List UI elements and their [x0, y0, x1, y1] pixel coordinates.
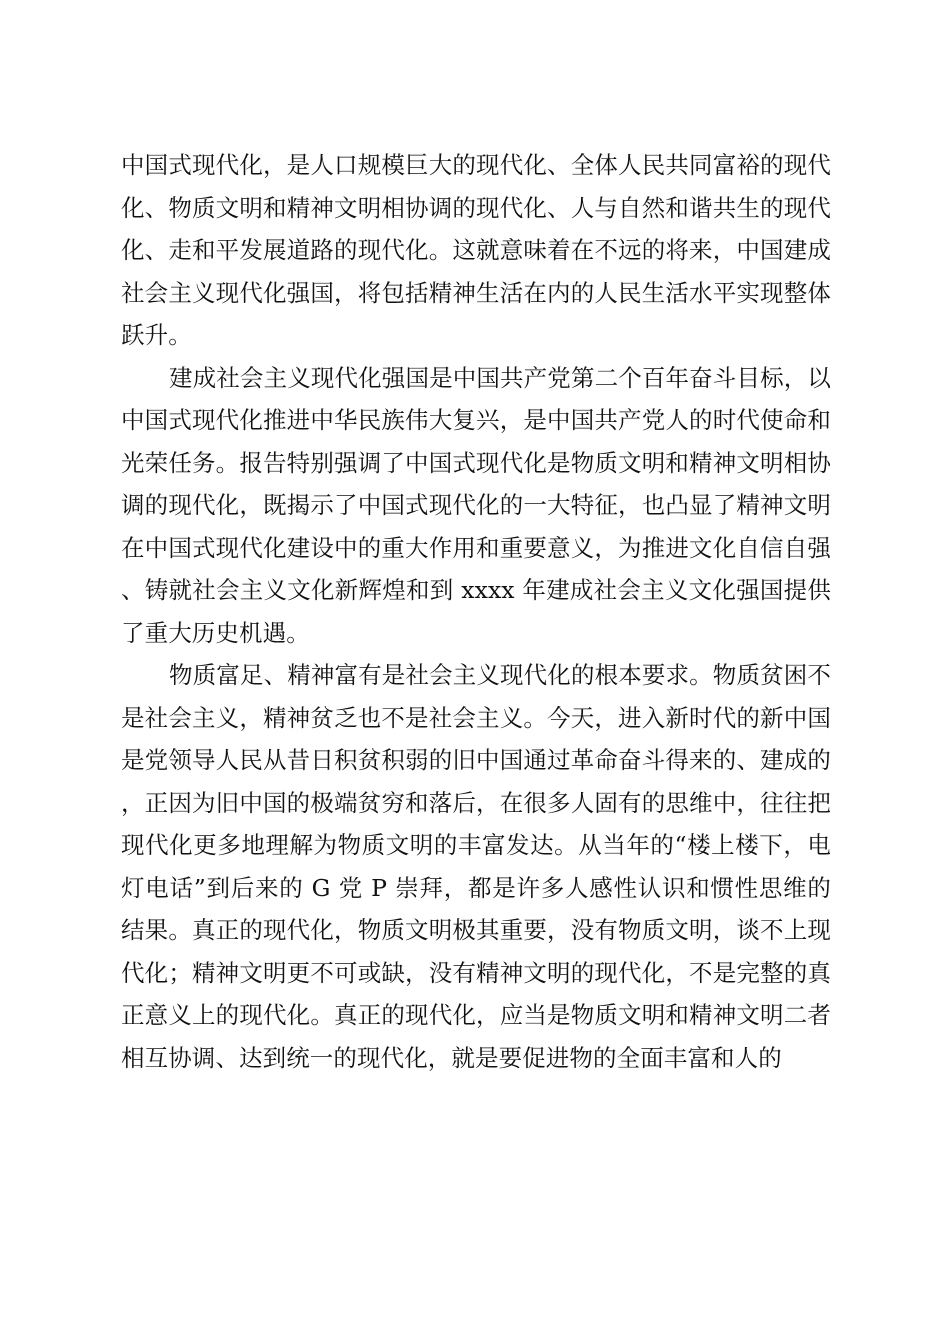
paragraph-2: 建成社会主义现代化强国是中国共产党第二个百年奋斗目标，以中国式现代化推进中华民族伟大复兴，是中国共产党人的时代使命和光荣任务。报告特别强调了中国式现代化是物质文明和精神文明相协调的现代化，既揭示了中国式现代化的一大特征，也凸显了精神文明在中国式现代化建设中的重大作用和重要意义，为推进文化自信自强、铸就社会主义文化新辉煌和到 xxxx 年建成社会主义文化强国提供了重大历史机遇。 — [121, 363, 831, 647]
paragraph-1: 中国式现代化，是人口规模巨大的现代化、全体人民共同富裕的现代化、物质文明和精神文明相协调的现代化、人与自然和谐共生的现代化、走和平发展道路的现代化。这就意味着在不远的将来，中国建成社会主义现代化强国，将包括精神生活在内的人民生活水平实现整体跃升。 — [121, 151, 831, 349]
document-body — [121, 144, 831, 1079]
paragraph-3: 物质富足、精神富有是社会主义现代化的根本要求。物质贫困不是社会主义，精神贫乏也不是社会主义。今天，进入新时代的新中国是党领导人民从昔日积贫积弱的旧中国通过革命奋斗得来的、建成的，正因为旧中国的极端贫穷和落后，在很多人固有的思维中，往往把现代化更多地理解为物质文明的丰富发达。从当年的“楼上楼下，电灯电话”到后来的 G 党 P 崇拜，都是许多人感性认识和惯性思维的结果。真正的现代化，物质文明极其重要，没有物质文明，谈不上现代化；精神文明更不可或缺，没有精神文明的现代化，不是完整的真正意义上的现代化。真正的现代化，应当是物质文明和精神文明二者相互协调、达到统一的现代化，就是要促进物的全面丰富和人的 — [121, 661, 831, 1072]
